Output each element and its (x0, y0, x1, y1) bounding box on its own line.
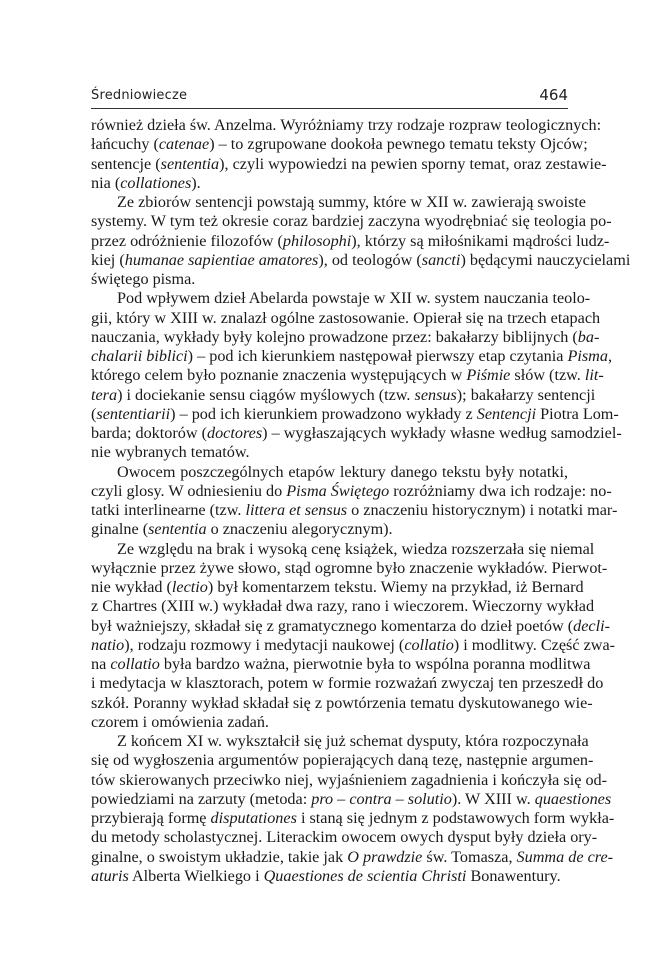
text-segment: na (91, 655, 111, 673)
text-line (91, 231, 610, 251)
text-segment: powiedziami na zarzuty (metoda: (91, 789, 312, 808)
text-segment: kiej ( (91, 250, 125, 269)
italic-term: sensus (414, 385, 457, 404)
text-line (91, 443, 568, 462)
text-line (91, 212, 612, 231)
text-segment: nia ( (91, 173, 121, 192)
text-line (91, 424, 622, 443)
text-segment: i staną się jednym z podstawowych form wykła- (296, 809, 615, 827)
running-head (91, 84, 568, 109)
italic-term: collatio (110, 655, 160, 673)
text-segment: ), którzy są miłośnikami mądrości ludz- (351, 231, 610, 250)
text-segment: o znaczeniu alegorycznym). (206, 520, 393, 539)
text-line (91, 597, 595, 616)
italic-term: Summa de cre- (516, 847, 614, 866)
text-line (91, 193, 586, 212)
text-line (91, 250, 631, 270)
text-segment: wyłącznie przez żywe słowo, stąd ogromne było znaczenie wykładów. Pierwot- (91, 558, 608, 577)
text-segment: przez odróżnienie filozofów ( (91, 231, 283, 250)
italic-term: chalarii biblici (91, 347, 188, 365)
italic-term: Pisma Świętego (286, 481, 390, 500)
text-segment: Pod wpływem dzieł Abelarda powstaje w XII w. system nauczania teolo- (117, 289, 591, 308)
text-segment: Piotra Lom- (536, 404, 619, 423)
text-segment: przybierają formę (91, 809, 211, 827)
italic-term: sententia (148, 520, 207, 539)
page-number: 464 (539, 86, 568, 104)
text-line (91, 674, 604, 693)
text-segment: ginalne ( (91, 520, 149, 539)
italic-term: O prawdzie (347, 847, 423, 866)
text-line (91, 655, 591, 674)
text-line (91, 520, 568, 539)
italic-term: aturis (91, 866, 129, 885)
italic-term: philosophi (282, 231, 352, 250)
italic-term: Sentencji (476, 404, 537, 423)
text-segment: był ważniejszy, składał się z gramatycznego komentarza do dzieł poetów ( (91, 616, 574, 635)
text-segment: barda; doktorów ( (91, 424, 207, 442)
text-segment: była bardzo ważna, pierwotnie była to wspólna poranna modlitwa (159, 655, 591, 673)
italic-term: Quaestiones de scientia Christi (263, 866, 467, 885)
text-line (91, 366, 604, 385)
text-line (91, 135, 588, 154)
text-line (91, 385, 596, 405)
text-segment: tów skierowanych przeciwko niej, wyjaśnieniem zagadnienia i kończyła się od- (91, 770, 608, 789)
text-segment: nie wybranych tematów. (91, 443, 250, 462)
text-segment: Alberta Wielkiego i (128, 866, 264, 885)
text-segment: ) będącymi nauczycielami (460, 250, 631, 269)
text-line (91, 732, 589, 751)
text-segment: ). W XIII w. (451, 789, 535, 808)
text-line (91, 327, 600, 347)
text-segment: ) i modlitwy. Część zwa- (453, 635, 616, 654)
text-segment: czorem i omówienia zadań. (91, 712, 269, 731)
text-segment: Z końcem XI w. wykształcił się już schemat dysputy, która rozpoczynała (117, 732, 589, 750)
italic-term: humanae sapientiae amatores (124, 250, 319, 269)
text-line (91, 347, 613, 366)
text-segment: z Chartres (XIII w.) wykładał dwa razy, rano i wieczorem. Wieczorny wykład (91, 597, 595, 616)
text-segment: czyli glosy. W odniesieniu do (91, 481, 287, 500)
text-segment: świętego pisma. (91, 270, 196, 288)
text-segment: ) – wygłaszających wykłady własne według samodziel- (262, 424, 622, 442)
text-segment: , (607, 347, 613, 365)
text-segment: ( (91, 404, 97, 423)
text-segment: ) – to zgrupowane dookoła pewnego tematu teksty Ojców; (209, 135, 588, 154)
body-text (91, 116, 631, 886)
text-line (91, 558, 608, 578)
text-line (91, 154, 607, 174)
italic-term: decli- (573, 616, 610, 635)
text-segment: o znaczeniu historycznym) i notatki mar- (347, 501, 618, 519)
text-line (91, 289, 591, 308)
text-line (91, 501, 618, 520)
text-line (91, 404, 619, 424)
text-line (91, 867, 568, 886)
text-segment: słów (tzw. (510, 366, 585, 385)
text-segment: ) – pod ich kierunkiem prowadzono wykłady z (170, 404, 477, 423)
italic-term: tera (91, 385, 118, 404)
text-line (91, 539, 595, 559)
text-line (91, 751, 594, 770)
text-segment: św. Tomasza, (422, 847, 517, 866)
text-segment: Ze względu na brak i wysoką cenę książek, wiedza rozszerzała się niemal (117, 539, 595, 558)
text-line (91, 616, 610, 636)
text-line (91, 789, 612, 809)
italic-term: sancti (421, 250, 461, 269)
text-line (91, 481, 612, 501)
text-line (91, 693, 593, 713)
text-line (91, 308, 601, 328)
text-line (91, 116, 602, 135)
text-segment: również dzieła św. Anzelma. Wyróżniamy trzy rodzaje rozpraw teologicznych: (91, 116, 602, 134)
italic-term: Piśmie (466, 366, 511, 385)
text-segment: ), od teologów ( (318, 250, 422, 269)
text-segment: Owocem poszczególnych etapów lektury danego tekstu były notatki, (117, 462, 568, 481)
text-line (91, 270, 568, 289)
text-line (91, 809, 615, 828)
section-title: Średniowiecze (91, 88, 188, 103)
text-segment: ), czyli wypowiedzi na pewien sporny temat, oraz zestawie- (219, 154, 607, 173)
italic-term: doctores (206, 424, 263, 442)
text-segment: tatki interlinearne (tzw. (91, 501, 246, 519)
text-line (91, 578, 584, 597)
italic-term: sententiarii (96, 404, 171, 423)
text-segment: ), rodzaju rozmowy i medytacji naukowej ( (124, 635, 405, 654)
text-segment: nauczania, wykłady były kolejno prowadzone przez: bakałarzy biblijnych ( (91, 327, 578, 346)
text-segment: którego celem było poznanie znaczenia występujących w (91, 366, 467, 385)
italic-term: sententia (160, 154, 220, 173)
text-segment: ) i dociekanie sensu ciągów myślowych (tzw. (117, 385, 415, 404)
text-segment: się od wygłoszenia argumentów popierających daną tezę, następnie argumen- (91, 751, 594, 770)
italic-term: catenae (158, 135, 210, 154)
text-line (91, 770, 608, 790)
italic-term: collationes (120, 173, 192, 192)
text-segment: du metody scholastycznej. Literackim owocem owych dysput były dzieła ory- (91, 828, 598, 847)
italic-term: quaestiones (534, 789, 612, 808)
text-segment: gii, który w XIII w. znalazł ogólne zastosowanie. Opierał się na trzech etapach (91, 308, 601, 327)
text-line (91, 828, 598, 847)
italic-term: disputationes (210, 809, 297, 827)
italic-term: lectio (171, 578, 208, 596)
text-line (91, 174, 568, 193)
text-line (91, 847, 614, 867)
italic-term: ba- (577, 327, 600, 346)
text-segment: ) był komentarzem tekstu. Wiemy na przykład, iż Bernard (207, 578, 584, 596)
italic-term: collatio (404, 635, 454, 654)
text-segment: Bonawentury. (466, 866, 561, 885)
italic-term: Pisma (567, 347, 608, 365)
italic-term: littera et sensus (245, 501, 348, 519)
text-segment: systemy. W tym też okresie coraz bardziej zaczyna wyodrębniać się teologia po- (91, 212, 612, 231)
text-segment: nie wykład ( (91, 578, 172, 596)
text-line (91, 635, 616, 655)
italic-term: pro – contra – solutio (311, 789, 452, 808)
text-segment: łańcuchy ( (91, 135, 159, 154)
text-segment: rozróżniamy dwa ich rodzaje: no- (389, 481, 612, 500)
text-segment: sentencje ( (91, 154, 161, 173)
text-line (91, 463, 568, 482)
italic-term: natio (91, 635, 125, 654)
text-segment: Ze zbiorów sentencji powstają summy, które w XII w. zawierają swoiste (117, 193, 586, 211)
text-segment: ). (191, 173, 201, 192)
text-segment: ginalne, o swoistym układzie, takie jak (91, 847, 348, 866)
italic-term: lit- (584, 366, 604, 385)
text-segment: ) – pod ich kierunkiem następował pierwszy etap czytania (187, 347, 568, 365)
text-segment: szkół. Poranny wykład składał się z powtórzenia tematu dyskutowanego wie- (91, 693, 593, 712)
text-line (91, 713, 568, 732)
text-segment: i medytacja w klasztorach, potem w formie rozważań zwyczaj ten przeszedł do (91, 674, 604, 693)
text-segment: ); bakałarzy sentencji (456, 385, 596, 404)
